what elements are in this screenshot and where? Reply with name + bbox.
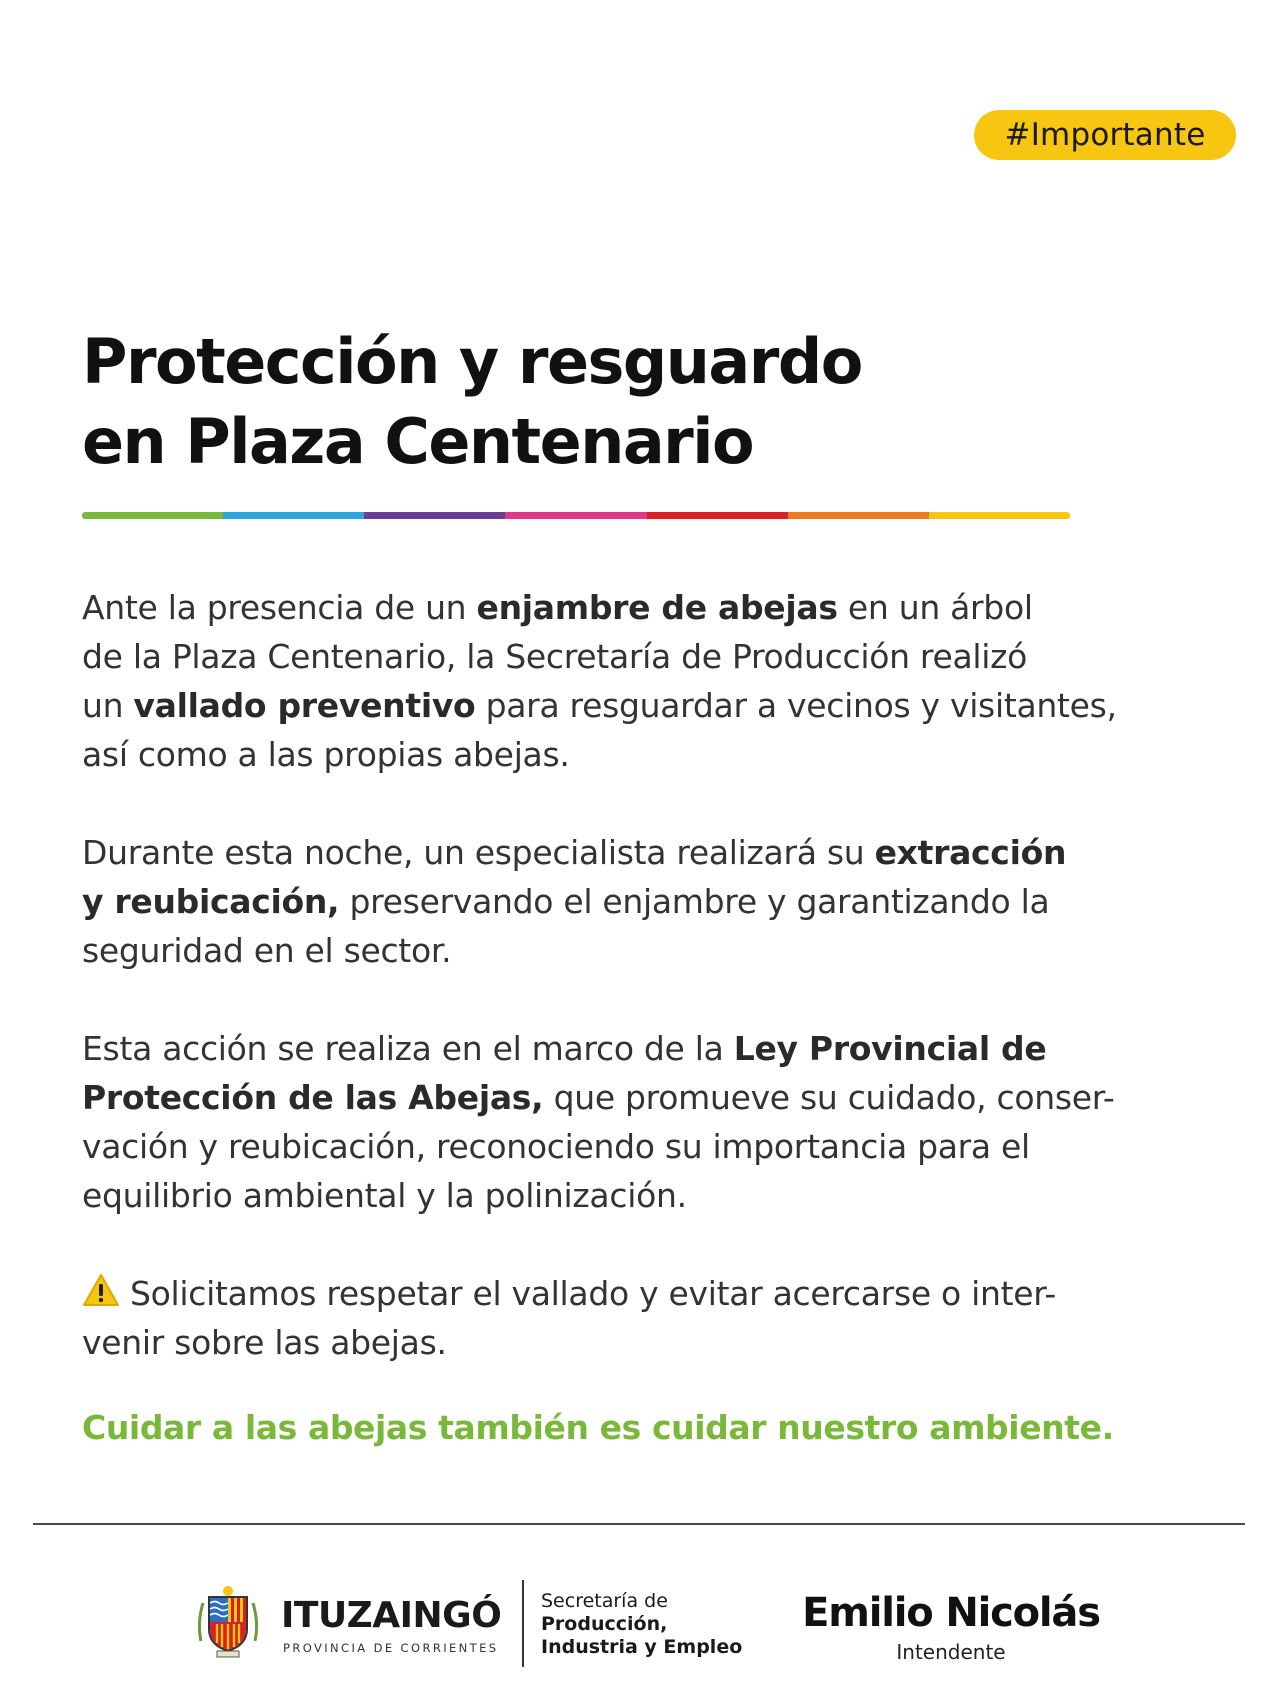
warning-icon [82,1273,120,1307]
intendente-name: Emilio Nicolás [802,1590,1100,1636]
secretaria-line-3: Industria y Empleo [541,1636,743,1658]
paragraph-3: Esta acción se realiza en el marco de la Ley Provincial de Protección de las Abejas, que promueve su cuidado, conser- vación y reubicación, reconociendo su importancia para el equilibrio ambiental y la polinización. [82,1029,1115,1215]
rainbow-segment-6 [788,512,929,519]
rainbow-divider [82,512,1070,519]
paragraph-4: Solicitamos respetar el vallado y evitar acercarse o inter- venir sobre las abejas. [82,1274,1057,1362]
rainbow-segment-1 [82,512,223,519]
province-name: PROVINCIA DE CORRIENTES [283,1641,499,1655]
municipal-crest-icon [195,1583,261,1659]
rainbow-segment-2 [223,512,364,519]
rainbow-segment-4 [505,512,646,519]
importante-tag: #Importante [974,110,1236,160]
secretaria-logo [541,1590,742,1659]
rainbow-segment-7 [929,512,1070,519]
paragraph-2: Durante esta noche, un especialista realizará su extracción y reubicación, preservando el enjambre y garantizando la seguridad en el sector. [82,833,1067,970]
highlight-ley: Ley Provincial de [733,1029,1047,1068]
highlight-vallado: vallado preventivo [133,686,476,725]
rainbow-segment-3 [364,512,505,519]
highlight-enjambre: enjambre de abejas [476,588,838,627]
announcement-body [82,583,1222,1416]
page-title [82,322,862,482]
intendente-role: Intendente [896,1640,1006,1664]
municipality-name: ITUZAINGÓ [281,1595,502,1636]
footer-divider-line [33,1523,1245,1525]
rainbow-segment-5 [647,512,788,519]
paragraph-1: Ante la presencia de un enjambre de abejas en un árbol de la Plaza Centenario, la Secretaría de Producción realizó un vallado preventivo para resguardar a vecinos y visitantes, así como a las propias abejas. [82,588,1117,774]
slogan: Cuidar a las abejas también es cuidar nuestro ambiente. [82,1408,1114,1447]
highlight-extraccion: extracción [874,833,1067,872]
title-line-2: en Plaza Centenario [82,405,754,478]
secretaria-line-2: Producción, [541,1613,668,1635]
highlight-proteccion: Protección de las Abejas, [82,1078,544,1117]
footer-vertical-divider [522,1580,524,1667]
highlight-reubicacion: y reubicación, [82,882,340,921]
secretaria-line-1: Secretaría de [541,1590,668,1612]
title-line-1: Protección y resguardo [82,325,862,398]
